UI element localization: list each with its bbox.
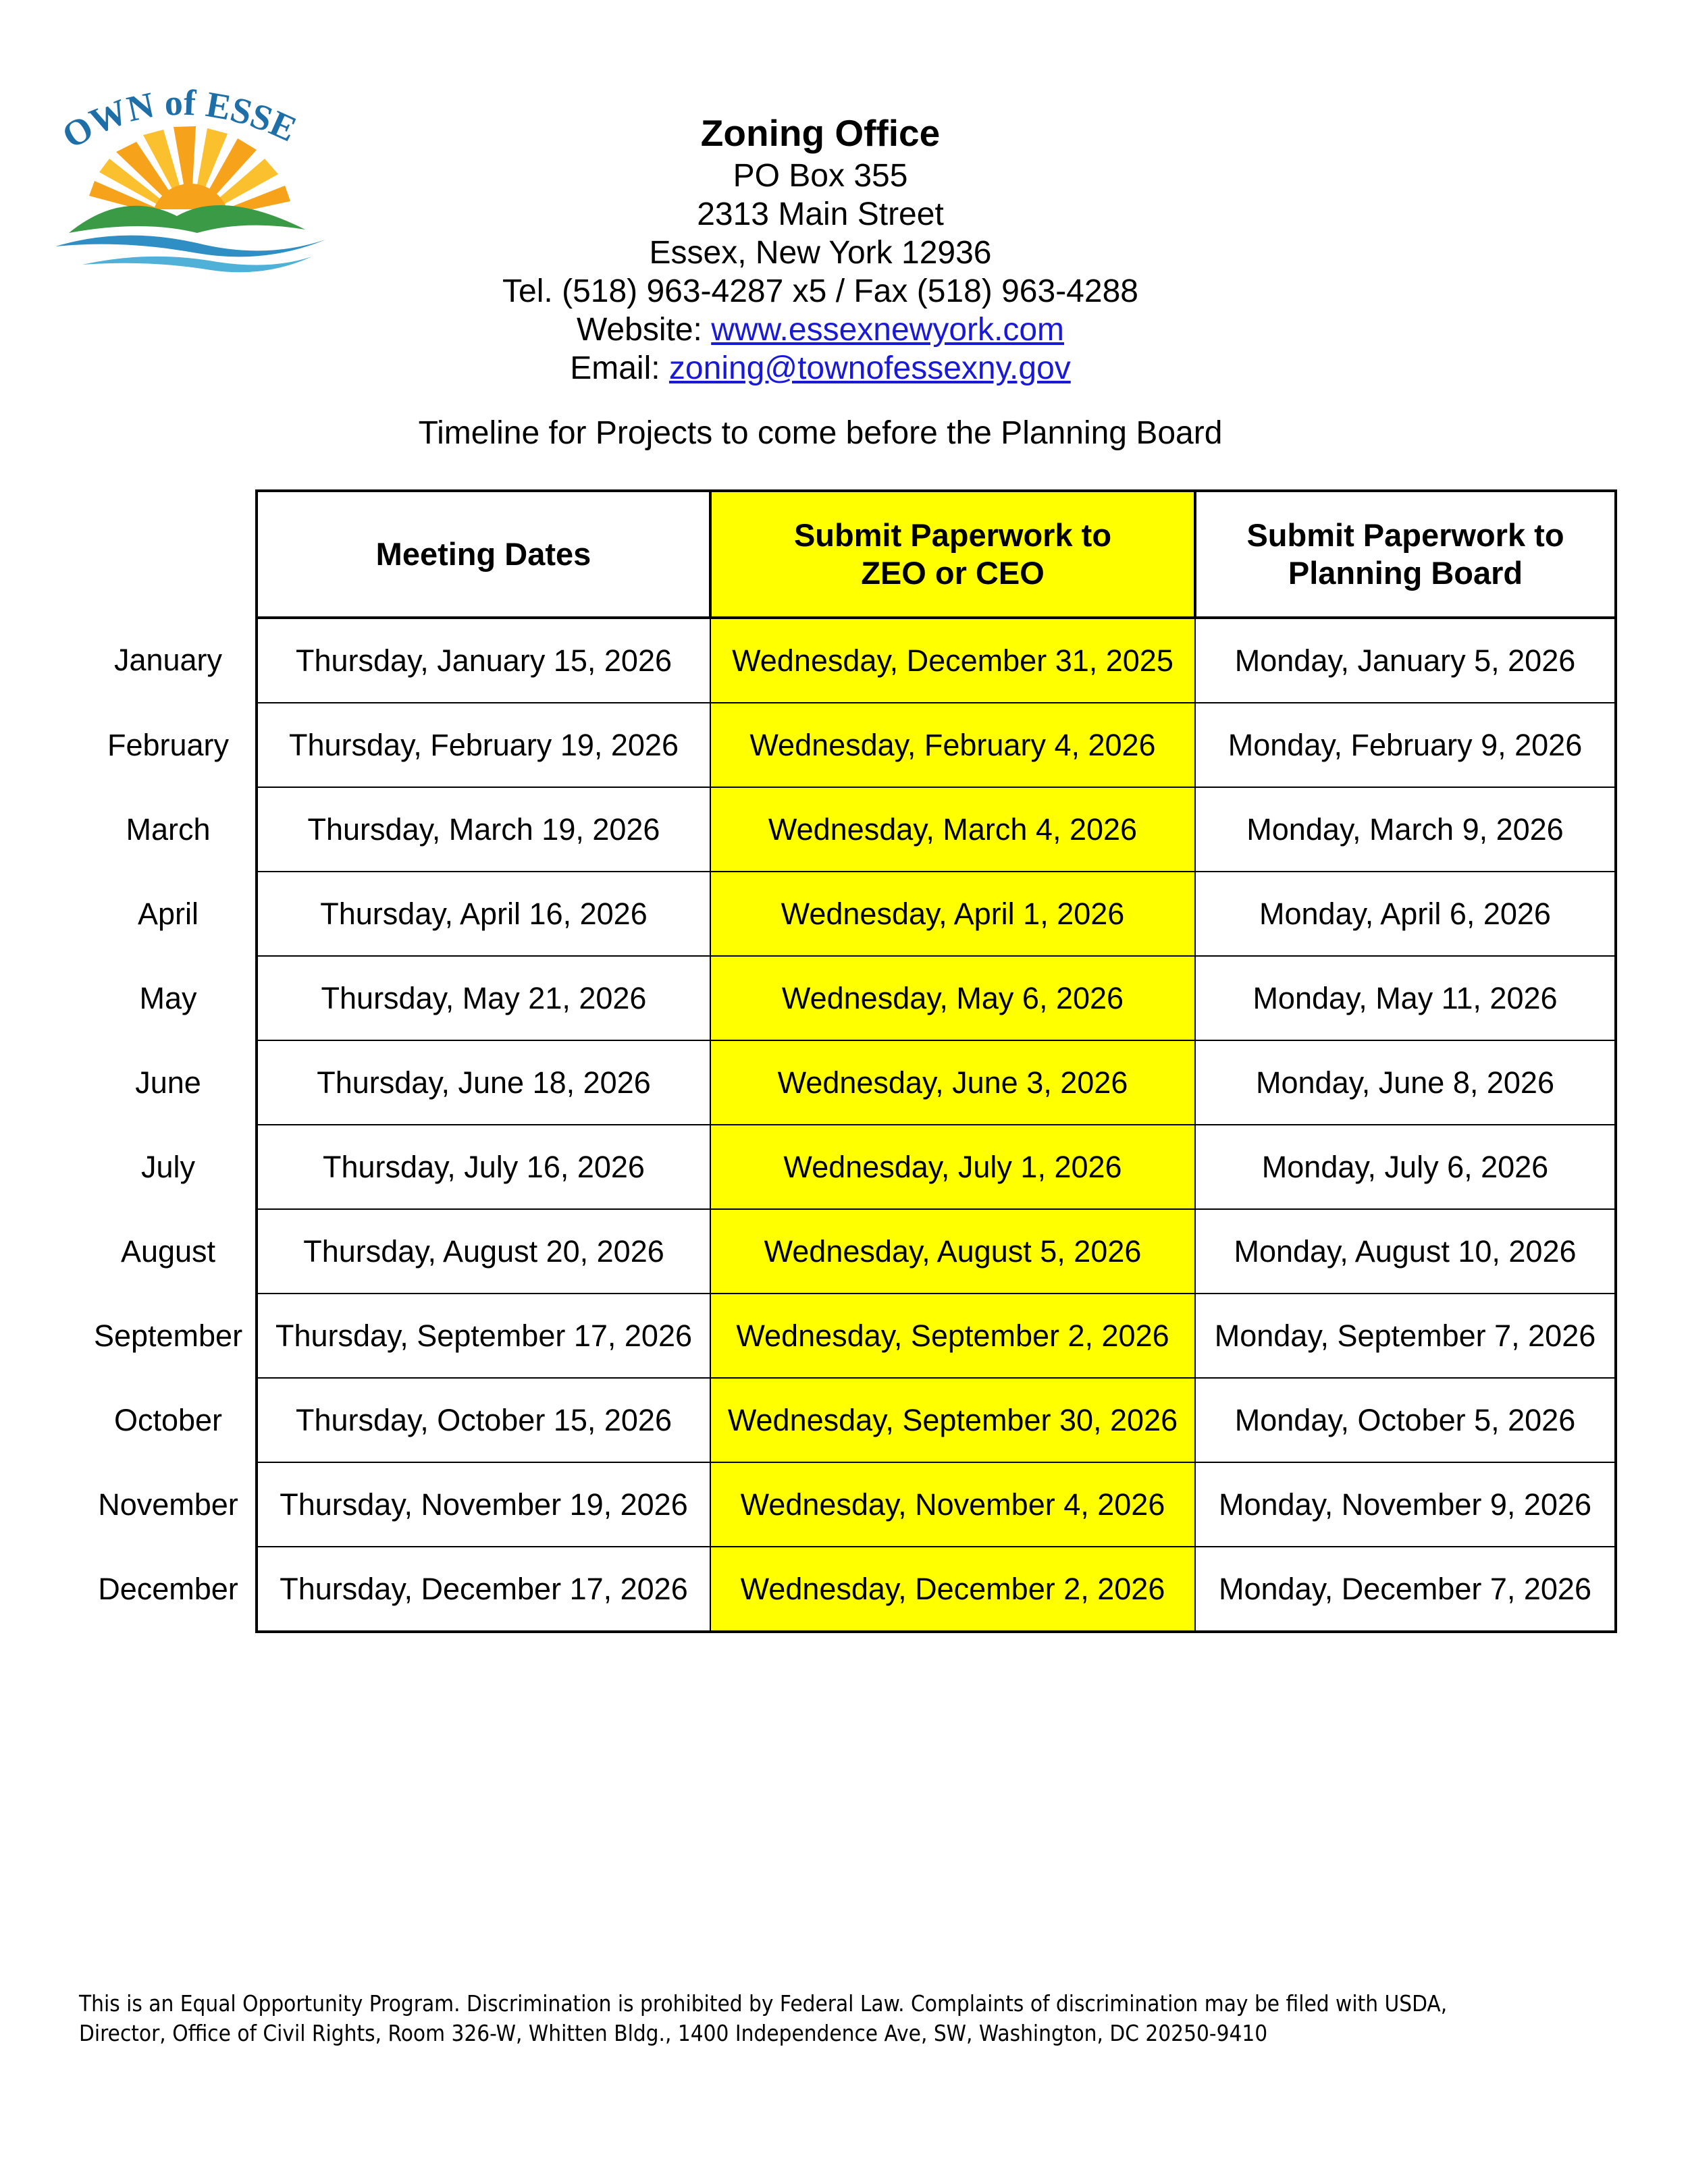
table-row xyxy=(81,703,1616,787)
email-line xyxy=(0,349,1641,388)
meeting-date-cell: Thursday, June 18, 2026 xyxy=(257,1040,710,1125)
meeting-date-cell: Thursday, February 19, 2026 xyxy=(257,703,710,787)
logo-text: OWN of ESSE xyxy=(55,88,303,157)
zeo-deadline-cell: Wednesday, December 2, 2026 xyxy=(710,1547,1195,1632)
zeo-deadline-cell: Wednesday, May 6, 2026 xyxy=(710,956,1195,1040)
pb-deadline-cell: Monday, October 5, 2026 xyxy=(1195,1378,1616,1462)
meeting-date-cell: Thursday, January 15, 2026 xyxy=(257,618,710,703)
pb-deadline-cell: Monday, February 9, 2026 xyxy=(1195,703,1616,787)
pb-deadline-cell: Monday, May 11, 2026 xyxy=(1195,956,1616,1040)
month-cell: August xyxy=(120,1233,216,1269)
month-cell: February xyxy=(107,727,230,762)
month-cell: January xyxy=(113,643,223,677)
pb-deadline-cell: Monday, August 10, 2026 xyxy=(1195,1209,1616,1294)
zeo-deadline-cell: Wednesday, July 1, 2026 xyxy=(710,1125,1195,1209)
zeo-deadline-cell: Wednesday, February 4, 2026 xyxy=(710,703,1195,787)
office-title: Zoning Office xyxy=(700,112,941,154)
pb-deadline-cell: Monday, July 6, 2026 xyxy=(1195,1125,1616,1209)
zeo-ceo-header xyxy=(710,491,1195,618)
table-row xyxy=(81,956,1616,1040)
office-header xyxy=(0,109,1641,388)
month-cell: June xyxy=(135,1065,201,1100)
pb-deadline-cell: Monday, December 7, 2026 xyxy=(1195,1547,1616,1632)
pb-header-line1: Submit Paperwork to xyxy=(1246,517,1564,553)
zeo-deadline-cell: Wednesday, September 30, 2026 xyxy=(710,1378,1195,1462)
pb-deadline-cell: Monday, September 7, 2026 xyxy=(1195,1294,1616,1378)
meeting-date-cell: Thursday, October 15, 2026 xyxy=(257,1378,710,1462)
table-row xyxy=(81,618,1616,703)
phone-fax: Tel. (518) 963-4287 x5 / Fax (518) 963-4288 xyxy=(502,273,1138,309)
table-row xyxy=(81,872,1616,956)
table-row xyxy=(81,1125,1616,1209)
table-row xyxy=(81,1040,1616,1125)
month-cell: July xyxy=(140,1149,196,1184)
table-row xyxy=(81,787,1616,872)
table-row xyxy=(81,1462,1616,1547)
timeline-subtitle: Timeline for Projects to come before the Planning Board xyxy=(418,415,1223,451)
planning-board-header xyxy=(1195,491,1616,618)
schedule-table-wrapper xyxy=(81,489,1617,1633)
meeting-date-cell: Thursday, December 17, 2026 xyxy=(257,1547,710,1632)
street-address: 2313 Main Street xyxy=(697,196,944,232)
month-cell: December xyxy=(98,1572,238,1606)
month-header-blank xyxy=(81,491,257,618)
month-cell: September xyxy=(93,1318,243,1353)
month-cell: March xyxy=(126,811,211,847)
table-row xyxy=(81,1547,1616,1632)
email-link[interactable]: zoning@townofessexny.gov xyxy=(668,350,1071,386)
zeo-header-line1: Submit Paperwork to xyxy=(793,517,1112,553)
zeo-deadline-cell: Wednesday, September 2, 2026 xyxy=(710,1294,1195,1378)
month-cell: November xyxy=(98,1487,238,1522)
footer-line-2: Director, Office of Civil Rights, Room 326-W, Whitten Bldg., 1400 Independence Ave, SW, Washington, DC 20250-9410 xyxy=(79,2020,1268,2046)
zeo-deadline-cell: Wednesday, June 3, 2026 xyxy=(710,1040,1195,1125)
zeo-deadline-cell: Wednesday, April 1, 2026 xyxy=(710,872,1195,956)
meeting-dates-header: Meeting Dates xyxy=(257,491,710,618)
meeting-date-cell: Thursday, August 20, 2026 xyxy=(257,1209,710,1294)
city-state-zip: Essex, New York 12936 xyxy=(649,235,992,271)
table-row xyxy=(81,1209,1616,1294)
pb-deadline-cell: Monday, April 6, 2026 xyxy=(1195,872,1616,956)
website-line xyxy=(0,311,1641,349)
schedule-table xyxy=(81,489,1617,1633)
month-cell: October xyxy=(113,1402,223,1437)
table-row xyxy=(81,1294,1616,1378)
zeo-deadline-cell: Wednesday, December 31, 2025 xyxy=(710,618,1195,703)
pb-header-line2: Planning Board xyxy=(1288,555,1523,591)
email-label: Email: xyxy=(570,350,669,386)
zeo-deadline-cell: Wednesday, March 4, 2026 xyxy=(710,787,1195,872)
po-box: PO Box 355 xyxy=(733,158,908,194)
zeo-deadline-cell: Wednesday, November 4, 2026 xyxy=(710,1462,1195,1547)
meeting-date-cell: Thursday, September 17, 2026 xyxy=(257,1294,710,1378)
pb-deadline-cell: Monday, November 9, 2026 xyxy=(1195,1462,1616,1547)
footer-line-1: This is an Equal Opportunity Program. Discrimination is prohibited by Federal Law. Complaints of discrimination may be filed with USDA, xyxy=(79,1990,1448,2017)
table-header-row xyxy=(81,491,1616,618)
meeting-date-cell: Thursday, July 16, 2026 xyxy=(257,1125,710,1209)
pb-deadline-cell: Monday, January 5, 2026 xyxy=(1195,618,1616,703)
pb-deadline-cell: Monday, June 8, 2026 xyxy=(1195,1040,1616,1125)
zeo-header-line2: ZEO or CEO xyxy=(861,555,1045,591)
zeo-deadline-cell: Wednesday, August 5, 2026 xyxy=(710,1209,1195,1294)
meeting-date-cell: Thursday, November 19, 2026 xyxy=(257,1462,710,1547)
meeting-date-cell: Thursday, April 16, 2026 xyxy=(257,872,710,956)
table-row xyxy=(81,1378,1616,1462)
meeting-date-cell: Thursday, May 21, 2026 xyxy=(257,956,710,1040)
month-cell: May xyxy=(139,980,197,1015)
meeting-date-cell: Thursday, March 19, 2026 xyxy=(257,787,710,872)
website-link[interactable]: www.essexnewyork.com xyxy=(711,312,1065,348)
equal-opportunity-footer xyxy=(79,1989,1477,2048)
month-cell: April xyxy=(137,896,199,931)
pb-deadline-cell: Monday, March 9, 2026 xyxy=(1195,787,1616,872)
website-label: Website: xyxy=(576,312,712,348)
